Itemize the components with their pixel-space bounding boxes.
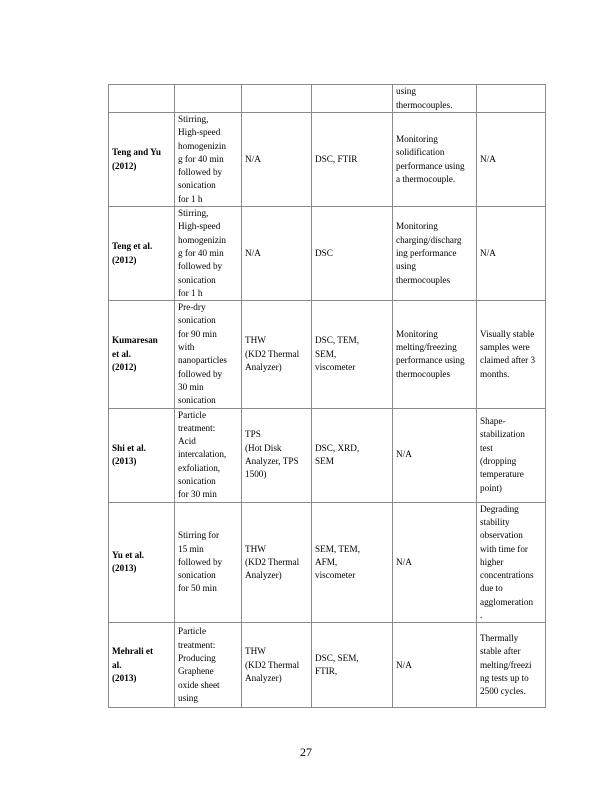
thermal-test-cell: Monitoring charging/discharg ing performance using thermocouples [393, 207, 477, 301]
characterization-cell: SEM, TEM, AFM, viscometer [312, 502, 393, 623]
thermal-test-cell: using thermocouples. [393, 85, 477, 113]
table-row [109, 301, 546, 408]
table-row [109, 502, 546, 623]
dispersion-cell: Particle treatment: Acid intercalation, exfoliation, sonication for 30 min [175, 408, 242, 502]
stability-cell: N/A [477, 207, 546, 301]
thermal-test-cell: N/A [393, 623, 477, 708]
characterization-cell [312, 85, 393, 113]
dispersion-cell: Stirring for 15 min followed by sonication for 50 min [175, 502, 242, 623]
characterization-cell: DSC, SEM, FTIR, [312, 623, 393, 708]
stability-cell: Thermally stable after melting/freezi ng tests up to 2500 cycles. [477, 623, 546, 708]
author-cell: Kumaresan et al. (2012) [109, 301, 175, 408]
characterization-cell: DSC, XRD, SEM [312, 408, 393, 502]
stability-cell: Degrading stability observation with time for higher concentrations due to agglomeration . [477, 502, 546, 623]
dispersion-cell: Pre-dry sonication for 90 min with nanoparticles followed by 30 min sonication [175, 301, 242, 408]
table-row [109, 408, 546, 502]
dispersion-cell: Stirring, High-speed homogenizin g for 40 min followed by sonication for 1 h [175, 207, 242, 301]
author-cell: Teng et al. (2012) [109, 207, 175, 301]
thermal-measurement-cell: THW (KD2 Thermal Analyzer) [242, 502, 312, 623]
thermal-measurement-cell: THW (KD2 Thermal Analyzer) [242, 301, 312, 408]
dispersion-cell: Particle treatment: Producing Graphene oxide sheet using [175, 623, 242, 708]
stability-cell: N/A [477, 113, 546, 207]
author-cell [109, 85, 175, 113]
dispersion-cell [175, 85, 242, 113]
table-row [109, 85, 546, 113]
author-cell: Shi et al. (2013) [109, 408, 175, 502]
thermal-measurement-cell: THW (KD2 Thermal Analyzer) [242, 623, 312, 708]
author-cell: Yu et al. (2013) [109, 502, 175, 623]
thermal-test-cell: N/A [393, 408, 477, 502]
characterization-cell: DSC [312, 207, 393, 301]
page-number: 27 [300, 745, 312, 759]
thermal-test-cell: N/A [393, 502, 477, 623]
characterization-cell: DSC, FTIR [312, 113, 393, 207]
characterization-cell: DSC, TEM, SEM, viscometer [312, 301, 393, 408]
thermal-test-cell: Monitoring melting/freezing performance using thermocouples [393, 301, 477, 408]
table-row [109, 207, 546, 301]
thermal-test-cell: Monitoring solidification performance using a thermocouple. [393, 113, 477, 207]
thermal-measurement-cell: N/A [242, 207, 312, 301]
stability-cell: Shape- stabilization test (dropping temperature point) [477, 408, 546, 502]
thermal-measurement-cell: N/A [242, 113, 312, 207]
dispersion-cell: Stirring, High-speed homogenizin g for 40 min followed by sonication for 1 h [175, 113, 242, 207]
table-row [109, 623, 546, 708]
literature-table [108, 84, 546, 708]
thermal-measurement-cell [242, 85, 312, 113]
author-cell: Teng and Yu (2012) [109, 113, 175, 207]
author-cell: Mehrali et al. (2013) [109, 623, 175, 708]
thermal-measurement-cell: TPS (Hot Disk Analyzer, TPS 1500) [242, 408, 312, 502]
stability-cell [477, 85, 546, 113]
stability-cell: Visually stable samples were claimed after 3 months. [477, 301, 546, 408]
table-row [109, 113, 546, 207]
